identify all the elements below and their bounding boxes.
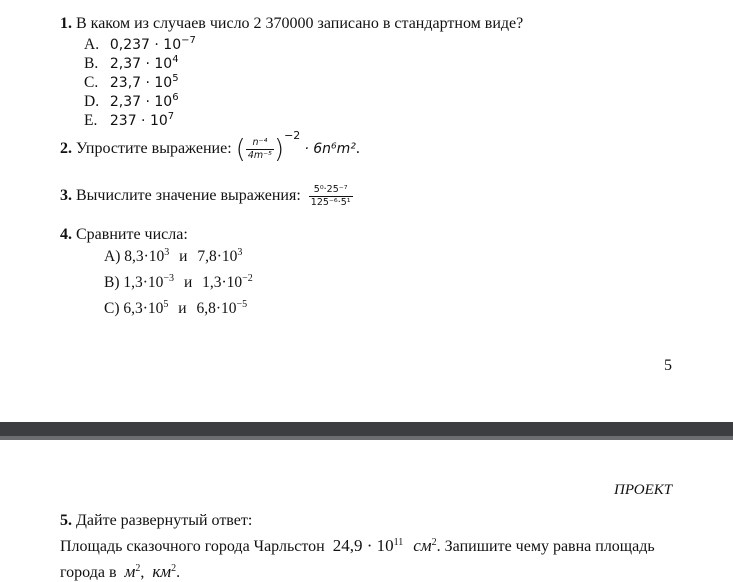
option-value: 2,37 · 10 [109, 56, 173, 72]
compare-left-exponent: 3 [164, 247, 170, 258]
right-paren: ) [273, 134, 285, 165]
compare-item-c [104, 300, 247, 318]
question-2-text: Упростите выражение: [76, 140, 232, 157]
question-4-number: 4. [60, 226, 72, 243]
option-value: 23,7 · 10 [109, 75, 173, 91]
compare-label: B) [104, 274, 120, 291]
question-1-number: 1. [60, 15, 72, 32]
option-letter: A. [84, 36, 100, 53]
option-d [84, 93, 179, 111]
page-number: 5 [664, 357, 672, 374]
question-2-period: . [355, 140, 360, 157]
unit-separator: , [140, 564, 145, 581]
project-label: ПРОЕКТ [614, 482, 673, 498]
compare-and: и [179, 248, 188, 265]
option-letter: C. [84, 74, 99, 91]
question-3 [60, 180, 353, 212]
option-c [84, 74, 179, 92]
left-paren: ( [235, 134, 246, 165]
question-5-line-1-end: . Запишите чему равна площадь [436, 538, 655, 555]
question-5-period: . [176, 564, 181, 581]
unit-km-exponent: 2 [171, 563, 177, 574]
compare-right: 6,8·10 [196, 300, 237, 317]
compare-item-b [104, 274, 253, 292]
compare-and: и [183, 274, 193, 291]
compare-left-exponent: 5 [163, 299, 169, 310]
area-unit-exponent: 2 [431, 537, 437, 548]
compare-left: 8,3·10 [124, 248, 165, 265]
compare-label: C) [104, 300, 120, 317]
option-exponent: 4 [172, 54, 179, 65]
question-5-line-2-text: города в [60, 564, 117, 581]
option-a [84, 36, 196, 54]
area-unit: см [413, 536, 432, 555]
question-5-number: 5. [60, 512, 72, 529]
question-4-text: Сравните числа: [76, 226, 188, 243]
question-2-fraction [246, 137, 274, 162]
option-letter: D. [84, 93, 100, 110]
question-5-line-1 [60, 536, 655, 556]
unit-km: км [152, 562, 172, 581]
option-value: 0,237 · 10 [109, 37, 182, 53]
unit-m-exponent: 2 [135, 563, 141, 574]
option-exponent: 7 [167, 111, 175, 122]
option-exponent: 5 [172, 73, 179, 84]
question-2 [60, 129, 360, 166]
document-page-5 [0, 8, 733, 422]
compare-left-exponent: −3 [163, 273, 175, 284]
option-b [84, 55, 179, 73]
fraction-numerator: 5⁰·25⁻⁷ [309, 184, 353, 197]
compare-right-exponent: −5 [236, 299, 248, 310]
compare-right-exponent: 3 [237, 247, 243, 258]
area-value: 24,9 · 10 [332, 536, 394, 555]
compare-and: и [178, 300, 187, 317]
question-1-text: В каком из случаев число 2 370000 записано в стандартном виде? [76, 15, 524, 32]
fraction-denominator: 125⁻⁶·5¹ [310, 196, 351, 208]
compare-left: 6,3·10 [123, 300, 164, 317]
option-exponent: −7 [181, 35, 196, 46]
option-letter: E. [84, 112, 98, 129]
unit-m: м [124, 562, 136, 581]
compare-right: 7,8·10 [197, 248, 238, 265]
compare-left: 1,3·10 [123, 274, 164, 291]
question-1 [60, 15, 523, 33]
question-5-line-1-text: Площадь сказочного города Чарльстон [60, 538, 325, 555]
option-e [84, 112, 174, 130]
question-3-text: Вычислите значение выражения: [76, 187, 301, 204]
question-3-number: 3. [60, 187, 72, 204]
question-5-line-2 [60, 562, 180, 582]
question-5 [60, 512, 252, 530]
option-letter: B. [84, 55, 99, 72]
document-page-6 [0, 440, 733, 579]
compare-right: 1,3·10 [202, 274, 243, 291]
question-5-text: Дайте развернутый ответ: [76, 512, 253, 529]
fraction-numerator: n⁻⁴ [246, 137, 274, 150]
question-2-number: 2. [60, 140, 72, 157]
page-separator [0, 422, 733, 436]
option-value: 2,37 · 10 [109, 94, 173, 110]
question-4 [60, 226, 188, 244]
compare-right-exponent: −2 [242, 273, 253, 284]
area-value-exponent: 11 [393, 537, 404, 548]
option-exponent: 6 [172, 92, 179, 103]
outer-exponent: −2 [284, 129, 301, 142]
fraction-denominator: 4m⁻⁵ [247, 149, 272, 161]
question-3-fraction [309, 184, 353, 209]
question-2-tail: · 6n⁶m² [304, 141, 356, 157]
compare-label: A) [104, 248, 121, 265]
compare-item-a [104, 248, 242, 266]
option-value: 237 · 10 [109, 113, 168, 129]
